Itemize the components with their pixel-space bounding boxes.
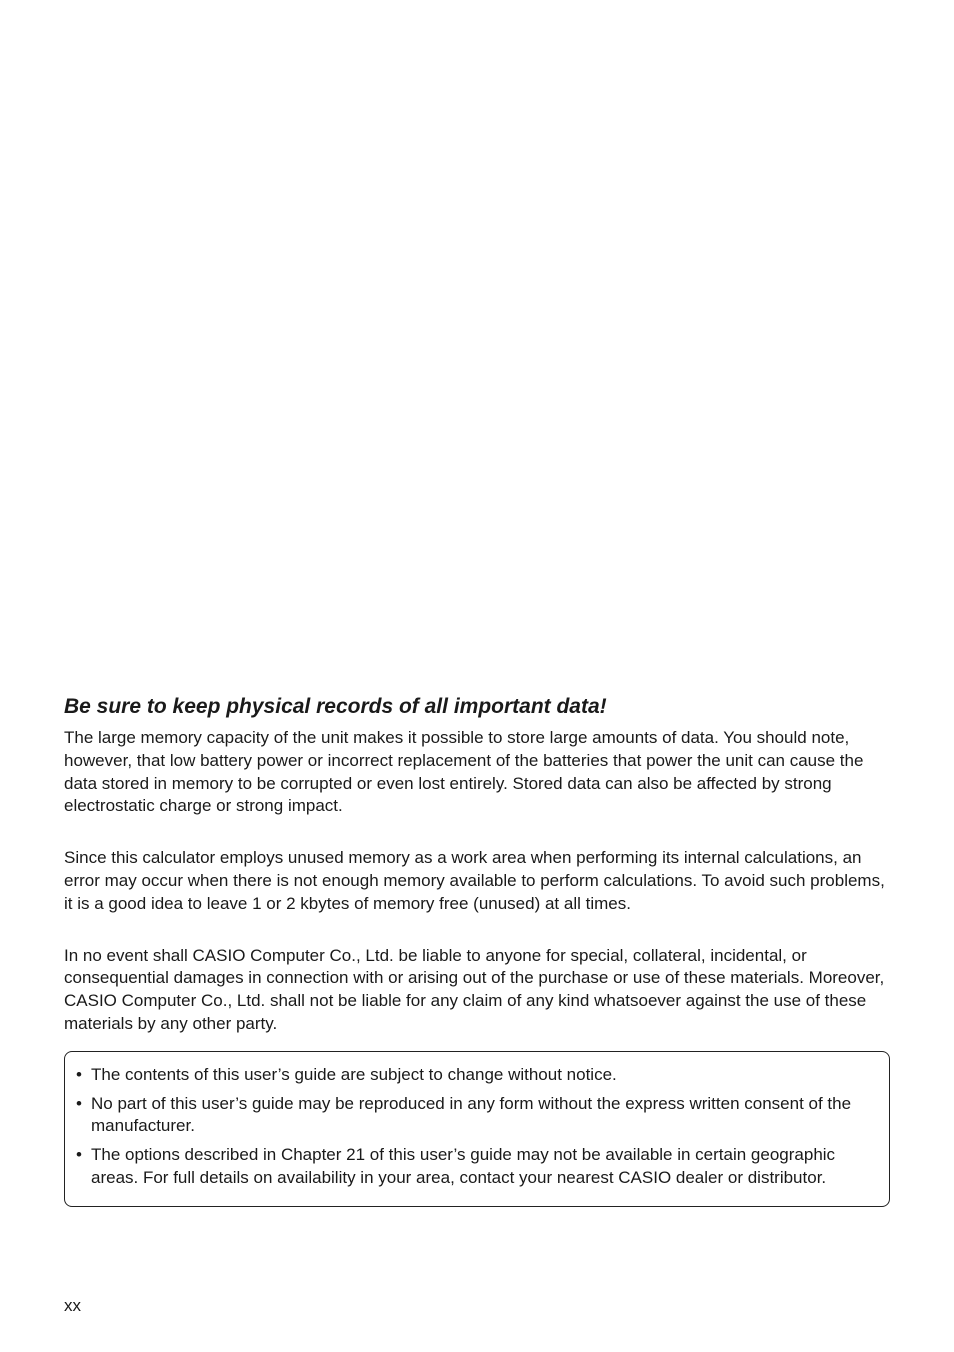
main-content (64, 692, 890, 1207)
notice-item-text: The options described in Chapter 21 of this user’s guide may not be available in certain geographic areas. For full details on availability in your area, contact your nearest CASIO dealer or distributor. (91, 1145, 836, 1187)
paragraph-unused-memory: Since this calculator employs unused memory as a work area when performing its internal calculations, an error may occur when there is not enough memory available to perform calculations. To avoid such problems, it is a good idea to leave 1 or 2 kbytes of memory free (unused) at all times. (64, 848, 885, 913)
paragraph-memory-capacity: The large memory capacity of the unit makes it possible to store large amounts of data. You should note, however, that low battery power or incorrect replacement of the batteries that power the unit can cause the data stored in memory to be corrupted or even lost entirely. Stored data can also be affected by strong electrostatic charge or strong impact. (64, 728, 864, 816)
notice-item-text: No part of this user’s guide may be reproduced in any form without the express written consent of the manufacturer. (91, 1093, 852, 1136)
notice-box (64, 1051, 890, 1207)
page-number: xx (64, 1296, 81, 1315)
section-heading: Be sure to keep physical records of all important data! (64, 695, 607, 718)
list-item (76, 1144, 879, 1190)
list-item (76, 1093, 879, 1139)
bullet-icon: • (76, 1093, 82, 1113)
notice-item-text: The contents of this user’s guide are subject to change without notice. (91, 1064, 617, 1084)
paragraph-liability: In no event shall CASIO Computer Co., Ltd. be liable to anyone for special, collateral, incidental, or consequential damages in connection with or arising out of the purchase or use of these materials. Moreover, CASIO Computer Co., Ltd. shall not be liable for any claim of any kind whatsoever against the use of these materials by any other party. (64, 945, 885, 1033)
bullet-icon: • (76, 1064, 82, 1084)
notice-list (76, 1064, 879, 1190)
bullet-icon: • (76, 1145, 82, 1165)
list-item (76, 1064, 879, 1087)
